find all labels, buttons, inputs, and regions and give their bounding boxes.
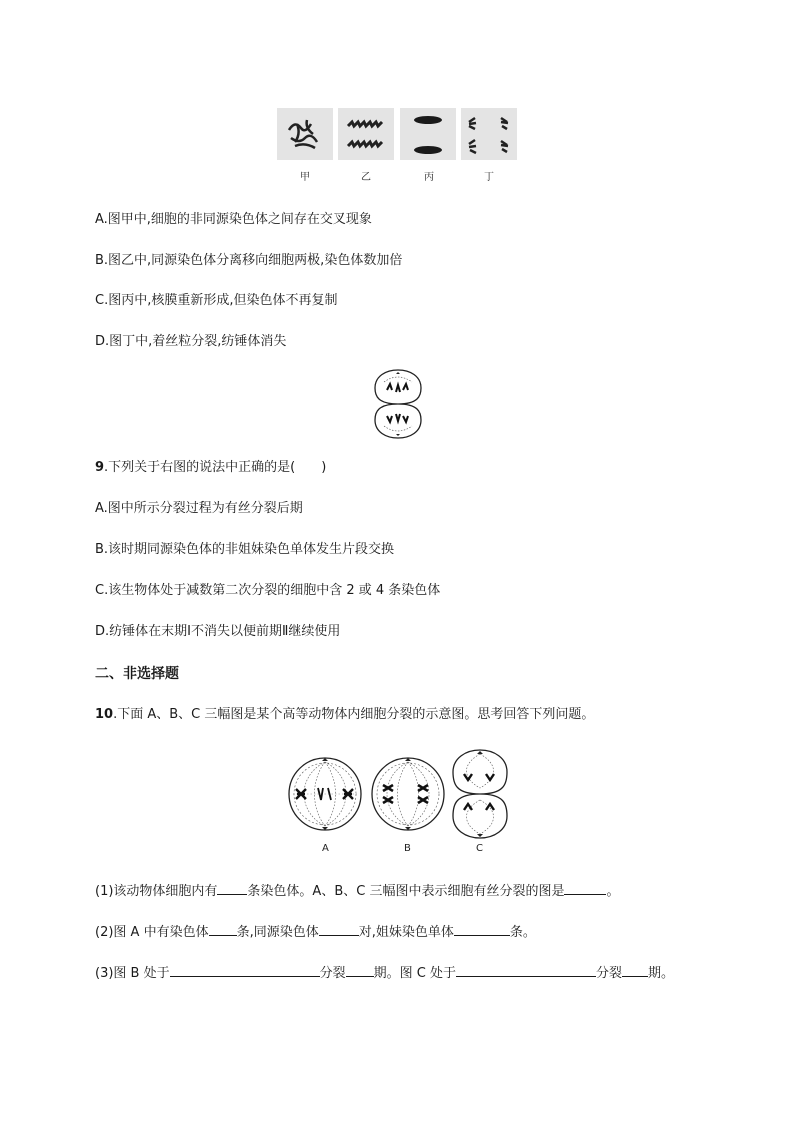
q10-p3-text-a: (3)图 B 处于 [95, 966, 170, 981]
q10-p1-text-b: 条染色体。A、B、C 三幅图中表示细胞有丝分裂的图是 [247, 884, 565, 899]
q10-p1-text-c: 。 [606, 884, 620, 899]
q8-option-c: C.图丙中,核膜重新形成,但染色体不再复制 [95, 293, 338, 308]
micrograph-yi [338, 108, 394, 160]
q10-stem-text: .下面 A、B、C 三幅图是某个高等动物体内细胞分裂的示意图。思考回答下列问题。 [113, 707, 595, 722]
caption-bing: 丙 [424, 172, 434, 183]
q10-cell-a [287, 756, 363, 832]
q9-option-b: B.该时期同源染色体的非姐妹染色单体发生片段交换 [95, 542, 395, 557]
q10-cell-c [450, 748, 510, 840]
q10-p3-blank-1[interactable] [170, 963, 320, 977]
q10-p2-text-b: 条,同源染色体 [236, 925, 319, 940]
section-title: 二、非选择题 [95, 666, 179, 682]
q10-p3-text-b: 分裂 [319, 966, 346, 981]
q10-p2-blank-2[interactable] [319, 922, 359, 936]
q10-p2-blank-3[interactable] [454, 922, 510, 936]
q9-cell-diagram [372, 368, 424, 440]
q10-p3-blank-3[interactable] [456, 963, 596, 977]
q8-option-a: A.图甲中,细胞的非同源染色体之间存在交叉现象 [95, 212, 372, 227]
q9-option-a: A.图中所示分裂过程为有丝分裂后期 [95, 501, 303, 516]
q10-p2-blank-1[interactable] [209, 922, 237, 936]
micrograph-jia [277, 108, 333, 160]
q9-stem [95, 459, 326, 477]
q10-p3-blank-2[interactable] [346, 963, 374, 977]
q10-p1-blank-1[interactable] [217, 881, 247, 895]
q8-option-d: D.图丁中,着丝粒分裂,纺锤体消失 [95, 334, 287, 349]
q10-p2-text-d: 条。 [509, 925, 536, 940]
q10-part-3 [95, 963, 674, 983]
micrograph-bing [400, 108, 456, 160]
q9-option-d: D.纺锤体在末期Ⅰ不消失以便前期Ⅱ继续使用 [95, 624, 341, 639]
q10-p1-text-a: (1)该动物体细胞内有 [95, 884, 218, 899]
q10-p2-text-c: 对,姐妹染色单体 [358, 925, 454, 940]
q9-stem-text: .下列关于右图的说法中正确的是( ) [104, 460, 327, 475]
caption-yi: 乙 [361, 172, 371, 183]
q10-p3-text-c: 期。图 C 处于 [373, 966, 456, 981]
q10-part-2 [95, 922, 536, 942]
micrograph-ding [461, 108, 517, 160]
q10-p1-blank-2[interactable] [564, 881, 606, 895]
q10-part-1 [95, 881, 619, 901]
q9-number: 9 [95, 460, 105, 475]
q10-number: 10 [95, 707, 114, 722]
q10-p3-text-e: 期。 [647, 966, 674, 981]
q9-option-c: C.该生物体处于减数第二次分裂的细胞中含 2 或 4 条染色体 [95, 583, 441, 598]
q10-label-b: B [404, 843, 411, 854]
q10-label-c: C [476, 843, 483, 854]
q10-p2-text-a: (2)图 A 中有染色体 [95, 925, 209, 940]
caption-ding: 丁 [484, 172, 494, 183]
caption-jia: 甲 [300, 172, 310, 183]
q8-option-b: B.图乙中,同源染色体分离移向细胞两极,染色体数加倍 [95, 253, 403, 268]
q10-stem [95, 706, 594, 724]
q10-label-a: A [322, 843, 329, 854]
q10-p3-text-d: 分裂 [595, 966, 622, 981]
q10-p3-blank-4[interactable] [622, 963, 648, 977]
q10-cell-b [370, 756, 446, 832]
